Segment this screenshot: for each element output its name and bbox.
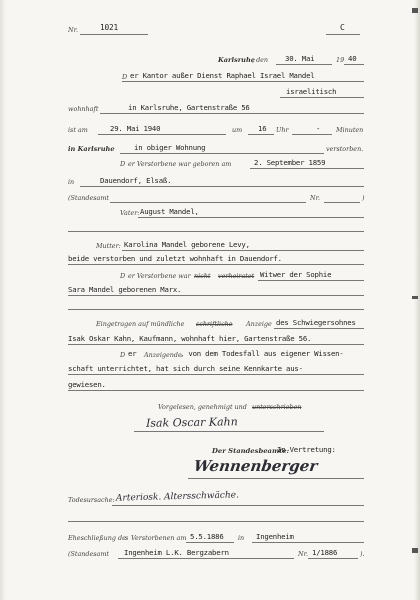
rule [186, 542, 234, 543]
death-date: 29. Mai 1940 [110, 124, 161, 133]
marriage-label-s: s [125, 534, 129, 542]
birth-place: Dauendorf, Elsaß. [100, 176, 172, 185]
anz-er: er [128, 349, 137, 358]
struck-unterschrieben: unterschrieben [252, 403, 302, 411]
death-minute: - [316, 124, 321, 133]
cause-label: Todesursache: [68, 496, 115, 504]
marriage-place: Ingenheim [256, 532, 294, 541]
rule [118, 558, 294, 559]
rule [68, 521, 364, 522]
rule [248, 134, 274, 135]
rule [134, 431, 324, 432]
marriage-standesamt-label: (Standesamt [68, 550, 109, 558]
struck-schriftliche: schriftliche [196, 320, 233, 328]
rule [280, 97, 364, 98]
rule [110, 202, 306, 203]
verstorben-label: verstorben. [326, 145, 364, 153]
informant-text-3: gewiesen. [68, 380, 106, 389]
rule [98, 134, 226, 135]
marriage-label-rest: Verstorbenen am [131, 534, 187, 542]
den-label: , den [252, 56, 269, 64]
nr-label: Nr. [68, 26, 78, 34]
birth-in-label: in [68, 178, 75, 186]
birth-prefix: D [120, 160, 126, 168]
city-label: Karlsruhe [218, 56, 255, 64]
parents-note: beide verstorben und zuletzt wohnhaft in Dauendorf. [68, 254, 282, 263]
marriage-close: ). [360, 550, 365, 558]
rule [292, 134, 332, 135]
mutter-label: Mutter: [96, 242, 121, 250]
scan-artifact [412, 296, 418, 299]
cause-of-death: Arteriosk. Altersschwäche. [115, 490, 240, 504]
rule [276, 64, 332, 65]
page-edge-right [414, 0, 420, 600]
year-prefix: 19 [336, 56, 345, 64]
deceased-name: er Kantor außer Dienst Raphael Israel Mandel [130, 71, 315, 80]
spouse-name: Sara Mandel geborenen Marx. [68, 285, 182, 294]
informant-name: Isak Oskar Kahn, Kaufmann, wohnhaft hier, Gartenstraße 56. [68, 334, 312, 343]
registrar-deputy: In Vertretung: [277, 445, 336, 454]
birth-date: 2. September 1859 [254, 158, 326, 167]
registrar-label: Der Standesbeamte: [212, 447, 290, 455]
struck-verheiratet: verheiratet [218, 272, 255, 280]
informant-text-1: , von dem Todesfall aus eigener Wissen- [180, 349, 344, 358]
anzeigende-label: Anzeigende [144, 351, 182, 359]
marital-printed-label: er Verstorbene war [128, 272, 191, 280]
birth-close: ) [362, 194, 365, 202]
vorgelesen-label: Vorgelesen, genehmigt und [158, 403, 247, 411]
rule [138, 217, 364, 218]
rule [100, 113, 364, 114]
marriage-nr: 1/1886 [312, 548, 338, 557]
marriage-nr-label: Nr. [298, 550, 308, 558]
rule [258, 280, 364, 281]
ist-am-label: ist am [68, 126, 88, 134]
birth-nr-label: Nr. [310, 194, 320, 202]
marriage-date: 5.5.1886 [190, 532, 224, 541]
marriage-label: Eheschließung de [68, 534, 126, 542]
informant-relation: des Schwiegersohnes [276, 318, 356, 327]
anz-prefix: D [120, 351, 126, 359]
rule [68, 264, 364, 265]
scan-artifact [412, 548, 418, 553]
rule [80, 34, 148, 35]
rule [122, 81, 364, 82]
place-of-death: in obiger Wohnung [134, 143, 206, 152]
register-number: 1021 [100, 23, 118, 32]
eingetragen-label: Eingetragen auf mündliche [96, 320, 185, 328]
scan-artifact [412, 8, 418, 13]
rule [68, 295, 364, 296]
register-date: 30. Mai [285, 54, 315, 63]
series-letter: C [340, 23, 345, 32]
death-hour: 16 [258, 124, 267, 133]
rule [120, 153, 324, 154]
um-label: um [232, 126, 243, 134]
informant-text-2: schaft unterrichtet, hat sich durch seine Kennkarte aus- [68, 364, 303, 373]
rule [68, 344, 364, 345]
wohnhaft-label: wohnhaft [68, 105, 99, 113]
residence: in Karlsruhe, Gartenstraße 56 [128, 103, 250, 112]
rule [68, 231, 364, 232]
rule [326, 34, 360, 35]
page-edge-left [0, 0, 6, 600]
rule [274, 328, 364, 329]
informant-signature: Isak Oscar Kahn [145, 415, 238, 430]
mother-name: Karolina Mandel geborene Levy, [124, 240, 250, 249]
rule [122, 250, 364, 251]
rule [68, 309, 364, 310]
year-suffix: 40 [348, 54, 357, 63]
in-karlsruhe-label: in Karlsruhe [68, 145, 115, 153]
registrar-signature: Wennenberger [192, 457, 319, 475]
marital-prefix: D [120, 272, 126, 280]
vater-label: Vater: [120, 209, 140, 217]
rule [308, 558, 358, 559]
marital-status: Witwer der Sophie [260, 270, 332, 279]
rule [324, 202, 360, 203]
rule [68, 390, 364, 391]
rule [68, 374, 364, 375]
rule [188, 478, 364, 479]
struck-nicht: nicht [194, 272, 211, 280]
rule [80, 186, 364, 187]
rule [112, 505, 364, 506]
minuten-label: Minuten [336, 126, 364, 134]
marriage-standesamt: Ingenheim L.K. Bergzabern [124, 548, 229, 557]
marriage-in-label: in [238, 534, 245, 542]
anzeige-label: Anzeige [246, 320, 272, 328]
article-prefix: D [122, 73, 128, 81]
birth-standesamt-label: (Standesamt [68, 194, 109, 202]
religion: israelitisch [286, 87, 337, 96]
rule [344, 64, 364, 65]
rule [252, 542, 364, 543]
uhr-label: Uhr [276, 126, 289, 134]
rule [250, 168, 364, 169]
father-name: August Mandel, [140, 207, 199, 216]
birth-printed-label: er Verstorbene war geboren am [128, 160, 232, 168]
